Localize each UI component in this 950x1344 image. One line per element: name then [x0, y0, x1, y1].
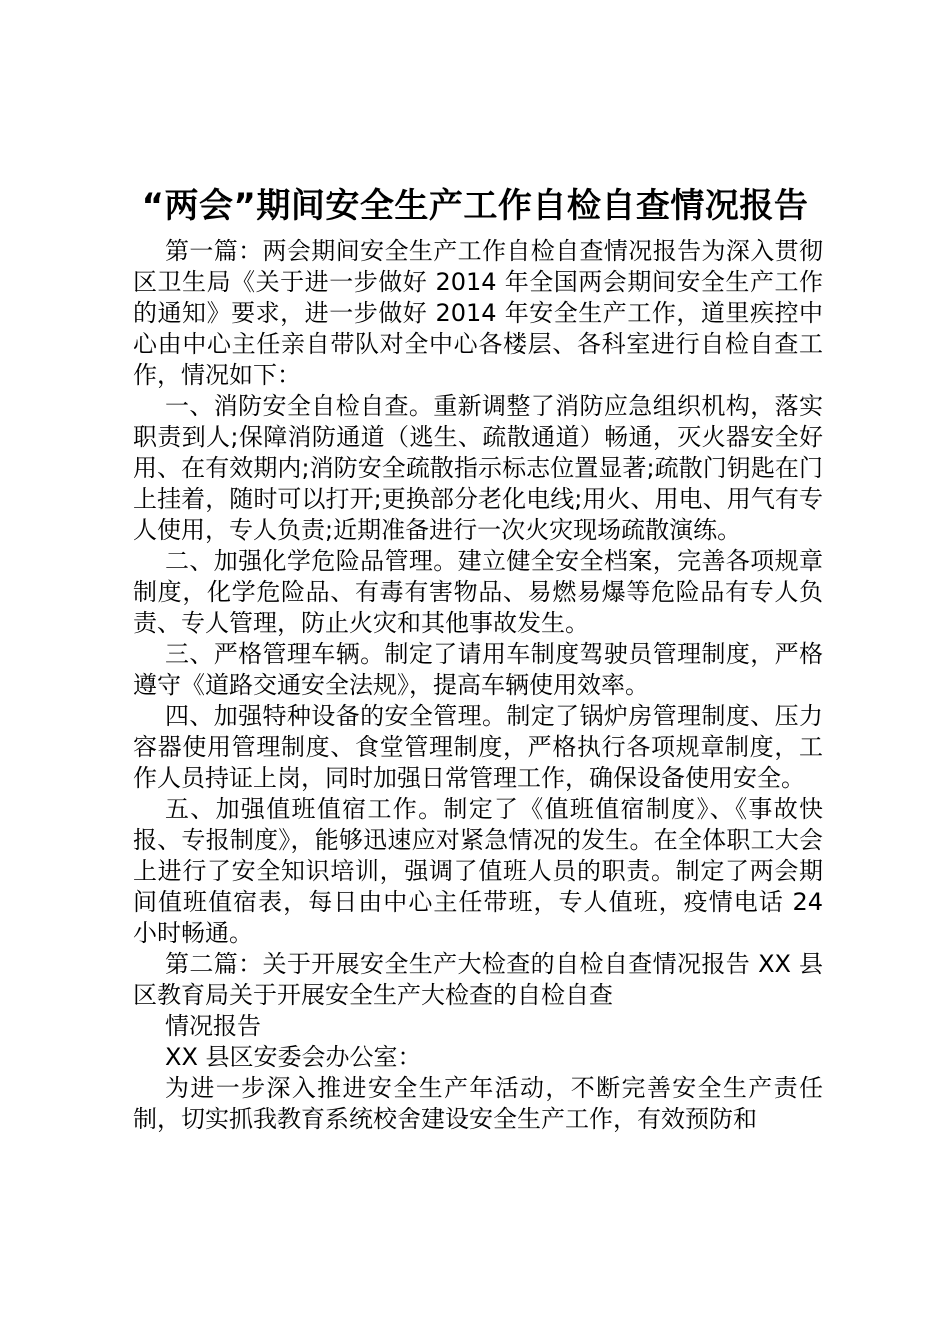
document-body: [133, 236, 823, 1135]
paragraph-special-equipment: 四、加强特种设备的安全管理。制定了锅炉房管理制度、压力容器使用管理制度、食堂管理制度，严格执行各项规章制度，工作人员持证上岗，同时加强日常管理工作，确保设备使用安全。: [133, 702, 823, 792]
paragraph-intro: 第一篇：两会期间安全生产工作自检自查情况报告为深入贯彻区卫生局《关于进一步做好 2014 年全国两会期间安全生产工作的通知》要求，进一步做好 2014 年安全生产工作，道里疾控中心由中心主任亲自带队对全中心各楼层、各科室进行自检自查工作，情况如下：: [133, 237, 823, 389]
paragraph-chemicals: 二、加强化学危险品管理。建立健全安全档案，完善各项规章制度，化学危险品、有毒有害物品、易燃易爆等危险品有专人负责、专人管理，防止火灾和其他事故发生。: [133, 547, 823, 637]
paragraph-second-article: 第二篇：关于开展安全生产大检查的自检自查情况报告 XX 县区教育局关于开展安全生产大检查的自检自查: [133, 950, 823, 1009]
paragraph-vehicles: 三、严格管理车辆。制定了请用车制度驾驶员管理制度，严格遵守《道路交通安全法规》，提高车辆使用效率。: [133, 640, 823, 699]
paragraph-fire-safety: 一、消防安全自检自查。重新调整了消防应急组织机构，落实职责到人;保障消防通道（逃生、疏散通道）畅通，灭火器安全好用、在有效期内;消防安全疏散指示标志位置显著;疏散门钥匙在门上挂着，随时可以打开;更换部分老化电线;用火、用电、用气有专人使用，专人负责;近期准备进行一次火灾现场疏散演练。: [133, 392, 823, 544]
paragraph-report-heading: 情况报告: [165, 1012, 261, 1040]
document-title: “两会”期间安全生产工作自检自查情况报告: [141, 186, 809, 226]
paragraph-addressee: XX 县区安委会办公室：: [165, 1043, 422, 1071]
paragraph-closing: 为进一步深入推进安全生产年活动，不断完善安全生产责任制，切实抓我教育系统校舍建设安全生产工作，有效预防和: [133, 1074, 823, 1133]
paragraph-duty: 五、加强值班值宿工作。制定了《值班值宿制度》、《事故快报、专报制度》，能够迅速应对紧急情况的发生。在全体职工大会上进行了安全知识培训，强调了值班人员的职责。制定了两会期间值班值宿表，每日由中心主任带班，专人值班，疫情电话 24 小时畅通。: [133, 795, 823, 947]
